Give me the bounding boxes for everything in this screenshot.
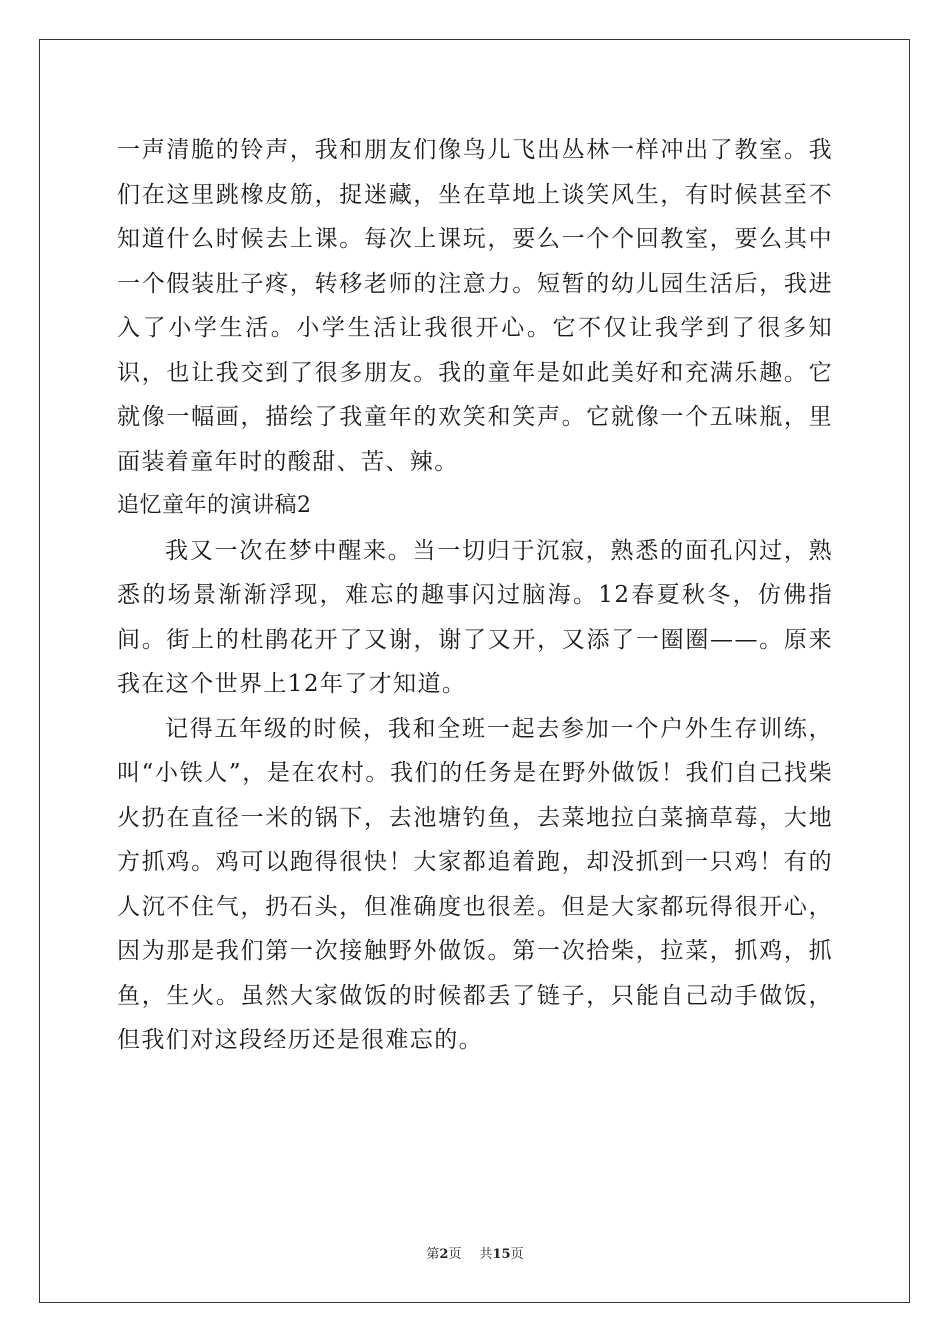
paragraph-2: 我又一次在梦中醒来。当一切归于沉寂，熟悉的面孔闪过，熟悉的场景渐渐浮现，难忘的趣事闪过脑海。12春夏秋冬，仿佛指间。街上的杜鹃花开了又谢，谢了又开，又添了一圈圈——。原来我在这个世界上12年了才知道。 <box>117 537 833 697</box>
total-suffix: 页 <box>510 1247 524 1262</box>
total-prefix: 共 <box>479 1247 493 1262</box>
paragraph-1: 一声清脆的铃声，我和朋友们像鸟儿飞出丛林一样冲出了教室。我们在这里跳橡皮筋，捉迷藏，坐在草地上谈笑风生，有时候甚至不知道什么时候去上课。每次上课玩，要么一个个回教室，要么其中一个假装肚子疼，转移老师的注意力。短暂的幼儿园生活后，我进入了小学生活。小学生活让我很开心。它不仅让我学到了很多知识，也让我交到了很多朋友。我的童年是如此美好和充满乐趣。它就像一幅画，描绘了我童年的欢笑和笑声。它就像一个五味瓶，里面装着童年时的酸甜、苦、辣。 <box>117 137 833 475</box>
document-body <box>117 128 833 1063</box>
total-page-count: 15 <box>492 1247 511 1262</box>
page-suffix: 页 <box>448 1247 462 1262</box>
page-footer <box>0 1243 950 1262</box>
current-page-number: 2 <box>439 1247 449 1262</box>
section-heading: 追忆童年的演讲稿2 <box>117 493 312 518</box>
page-prefix: 第 <box>426 1247 440 1262</box>
paragraph-3: 记得五年级的时候，我和全班一起去参加一个户外生存训练，叫“小铁人”，是在农村。我们的任务是在野外做饭！我们自己找柴火扔在直径一米的锅下，去池塘钓鱼，去菜地拉白菜摘草莓，大地方抓鸡。鸡可以跑得很快！大家都追着跑，却没抓到一只鸡！有的人沉不住气，扔石头，但准确度也很差。但是大家都玩得很开心，因为那是我们第一次接触野外做饭。第一次拾柴，拉菜，抓鸡，抓鱼，生火。虽然大家做饭的时候都丢了链子，只能自己动手做饭，但我们对这段经历还是很难忘的。 <box>117 715 833 1053</box>
